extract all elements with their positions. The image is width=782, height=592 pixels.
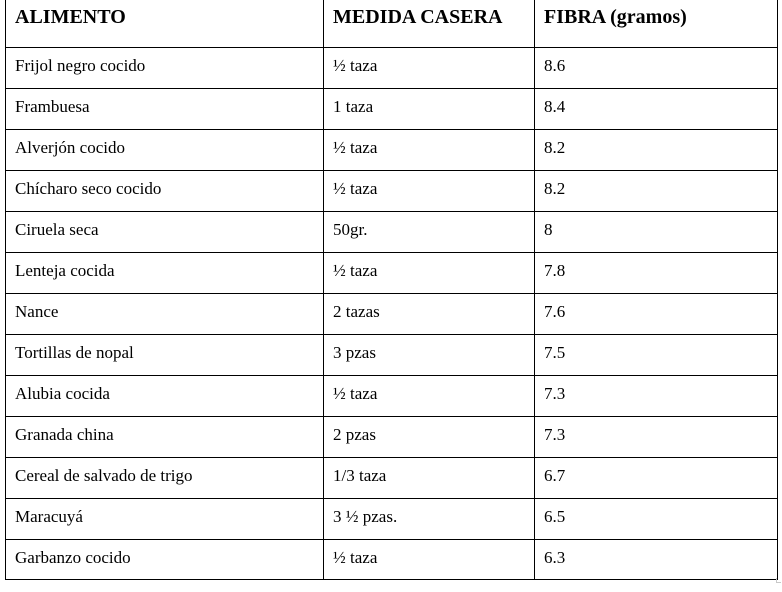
fiber-content-table (5, 0, 778, 580)
table-row (6, 498, 778, 539)
food-cell: Granada china (6, 416, 324, 457)
table-row (6, 252, 778, 293)
fiber-cell: 7.8 (535, 252, 778, 293)
measure-cell: 3 pzas (324, 334, 535, 375)
food-cell: Alubia cocida (6, 375, 324, 416)
fiber-cell: 8.2 (535, 170, 778, 211)
fiber-cell: 8.4 (535, 88, 778, 129)
fiber-cell: 7.5 (535, 334, 778, 375)
fiber-cell: 7.3 (535, 375, 778, 416)
food-cell: Alverjón cocido (6, 129, 324, 170)
measure-cell: ½ taza (324, 252, 535, 293)
fiber-cell: 8.6 (535, 47, 778, 88)
table-header-row (6, 0, 778, 47)
food-cell: Lenteja cocida (6, 252, 324, 293)
food-cell: Garbanzo cocido (6, 539, 324, 579)
measure-cell: ½ taza (324, 47, 535, 88)
table-body (6, 47, 778, 579)
table-row (6, 416, 778, 457)
food-cell: Ciruela seca (6, 211, 324, 252)
fiber-cell: 6.3 (535, 539, 778, 579)
measure-cell: ½ taza (324, 129, 535, 170)
table-row (6, 129, 778, 170)
header-food: ALIMENTO (6, 0, 324, 47)
measure-cell: 3 ½ pzas. (324, 498, 535, 539)
measure-cell: 1/3 taza (324, 457, 535, 498)
fiber-cell: 6.5 (535, 498, 778, 539)
header-fiber: FIBRA (gramos) (535, 0, 778, 47)
header-measure: MEDIDA CASERA (324, 0, 535, 47)
food-cell: Cereal de salvado de trigo (6, 457, 324, 498)
table-row (6, 170, 778, 211)
table-row (6, 375, 778, 416)
fiber-cell: 8 (535, 211, 778, 252)
measure-cell: ½ taza (324, 539, 535, 579)
food-cell: Maracuyá (6, 498, 324, 539)
food-cell: Frambuesa (6, 88, 324, 129)
measure-cell: 2 tazas (324, 293, 535, 334)
table-row (6, 211, 778, 252)
table-row (6, 47, 778, 88)
fiber-cell: 7.6 (535, 293, 778, 334)
table-row (6, 88, 778, 129)
table-row (6, 457, 778, 498)
food-cell: Chícharo seco cocido (6, 170, 324, 211)
food-cell: Nance (6, 293, 324, 334)
measure-cell: ½ taza (324, 170, 535, 211)
fiber-cell: 8.2 (535, 129, 778, 170)
fiber-cell: 7.3 (535, 416, 778, 457)
food-cell: Tortillas de nopal (6, 334, 324, 375)
table-row (6, 293, 778, 334)
measure-cell: 2 pzas (324, 416, 535, 457)
table-row (6, 334, 778, 375)
table-row (6, 539, 778, 579)
measure-cell: ½ taza (324, 375, 535, 416)
corner-mark (776, 578, 781, 583)
food-cell: Frijol negro cocido (6, 47, 324, 88)
measure-cell: 50gr. (324, 211, 535, 252)
measure-cell: 1 taza (324, 88, 535, 129)
fiber-cell: 6.7 (535, 457, 778, 498)
